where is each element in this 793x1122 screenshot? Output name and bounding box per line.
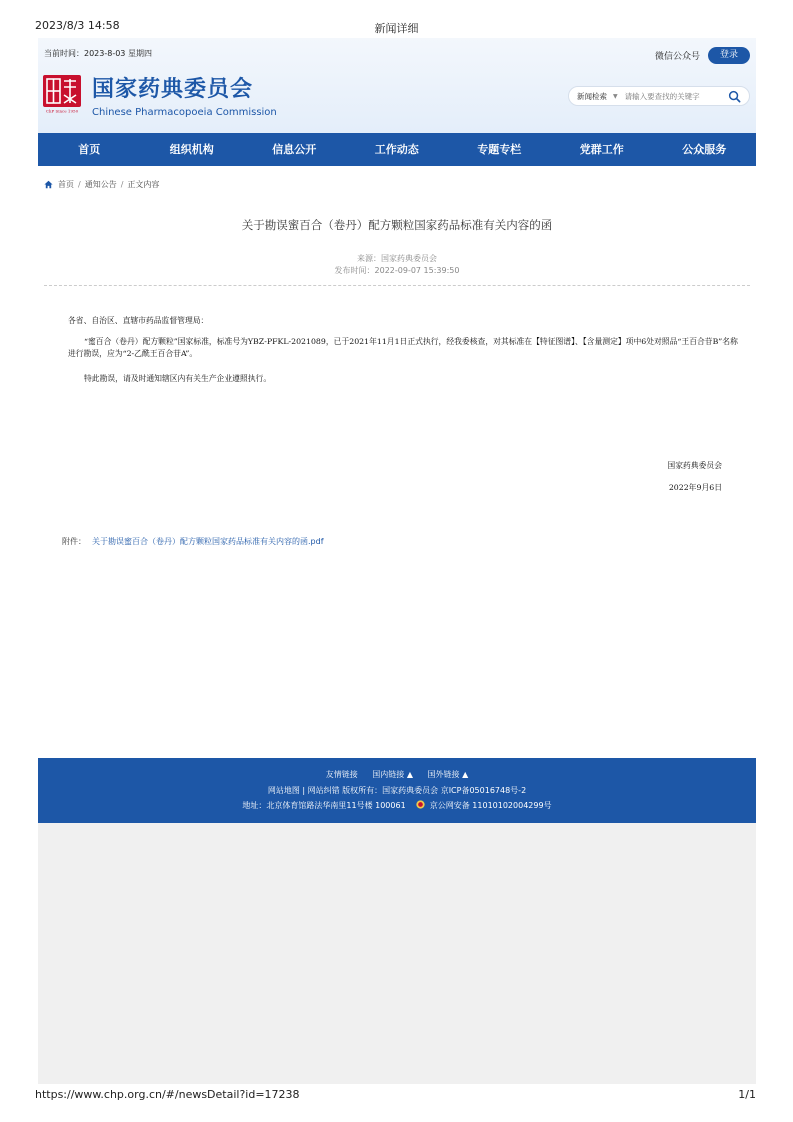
print-header: [0, 0, 793, 38]
search-input[interactable]: [625, 92, 715, 101]
logo-cn-title[interactable]: 国家药典委员会: [92, 77, 254, 102]
article-publish-time: 发布时间：2022-09-07 15:39:50: [334, 266, 460, 275]
breadcrumb-home[interactable]: 首页: [58, 180, 74, 189]
nav-special-topics[interactable]: 专题专栏: [477, 143, 522, 156]
blank-area: [38, 823, 756, 1084]
article-title: 关于勘误蜜百合（卷丹）配方颗粒国家药品标准有关内容的函: [241, 218, 553, 232]
nav-information[interactable]: 信息公开: [272, 143, 317, 156]
breadcrumb-notices[interactable]: 通知公告: [84, 180, 117, 189]
nav-home[interactable]: 首页: [78, 143, 101, 156]
home-icon: [44, 180, 53, 189]
article-paragraph: 特此勘误，请及时通知辖区内有关生产企业遵照执行。: [84, 374, 272, 383]
logo-since-text: ChP Since 1950: [45, 108, 79, 114]
footer-links: [38, 769, 756, 780]
main-nav: [38, 133, 756, 166]
site-footer: [38, 758, 756, 823]
nav-organization[interactable]: 组织机构: [169, 143, 214, 156]
nav-public-service[interactable]: 公众服务: [682, 143, 727, 156]
breadcrumb-current: 正文内容: [127, 180, 160, 189]
police-badge-icon: [416, 800, 425, 809]
attachment-link[interactable]: 关于勘误蜜百合（卷丹）配方颗粒国家药品标准有关内容的函.pdf: [92, 537, 324, 546]
attachment: [62, 536, 324, 547]
attachment-label: 附件：: [62, 537, 86, 546]
footer-friend-links[interactable]: 友情链接: [325, 770, 358, 779]
nav-party-work[interactable]: 党群工作: [579, 143, 624, 156]
footer-address-row: [38, 800, 756, 811]
print-page-title: 新闻详细: [374, 22, 419, 35]
footer-police-record[interactable]: 京公网安备 11010102004299号: [429, 801, 552, 810]
breadcrumb: [44, 179, 159, 190]
wechat-link[interactable]: 微信公众号: [654, 52, 700, 62]
footer-foreign-links[interactable]: 国外链接 ▲: [427, 770, 469, 779]
logo-en-title: Chinese Pharmacopoeia Commission: [92, 107, 277, 118]
footer-domestic-links[interactable]: 国内链接 ▲: [372, 770, 413, 779]
nav-work-news[interactable]: 工作动态: [374, 143, 419, 156]
divider: [44, 285, 750, 286]
signature-date: 2022年9月6日: [668, 483, 722, 492]
article-paragraph: 各省、自治区、直辖市药品监督管理局：: [68, 316, 209, 325]
print-datetime: 2023/8/3 14:58: [35, 19, 120, 32]
logo-seal-icon[interactable]: [42, 74, 82, 114]
search-category-select[interactable]: 新闻检索: [577, 91, 607, 101]
article-paragraph: “蜜百合（卷丹）配方颗粒”国家标准，标准号为YBZ-PFKL-2021089，已于2021年11月1日正式执行，经我委核查，对其标准在【特征图谱】、【含量测定】项中6处对照品“王百合苷B”名称进行勘误，应为“2-乙酰王百合苷A”。: [68, 337, 738, 358]
article-source: 来源：国家药典委员会: [357, 254, 437, 263]
page: [38, 38, 756, 1084]
chevron-down-icon[interactable]: ▼: [613, 92, 618, 100]
login-button[interactable]: 登录: [708, 47, 750, 64]
search-icon[interactable]: [728, 90, 741, 103]
footer-address: 地址：北京体育馆路法华南里11号楼 100061: [242, 801, 406, 810]
print-url: https://www.chp.org.cn/#/newsDetail?id=17238: [35, 1088, 300, 1101]
print-page-number: 1/1: [738, 1088, 756, 1101]
signature-org: 国家药典委员会: [667, 461, 722, 470]
breadcrumb-separator: /: [78, 180, 81, 189]
top-right-links: [655, 47, 750, 64]
breadcrumb-separator: /: [120, 180, 124, 189]
footer-copyright: 网站地图 | 网站纠错 版权所有：国家药典委员会 京ICP备05016748号-2: [267, 786, 527, 795]
search-box: [568, 86, 750, 106]
site-header: [38, 38, 756, 133]
current-time: 当前时间：2023-8-03 星期四: [44, 49, 152, 58]
